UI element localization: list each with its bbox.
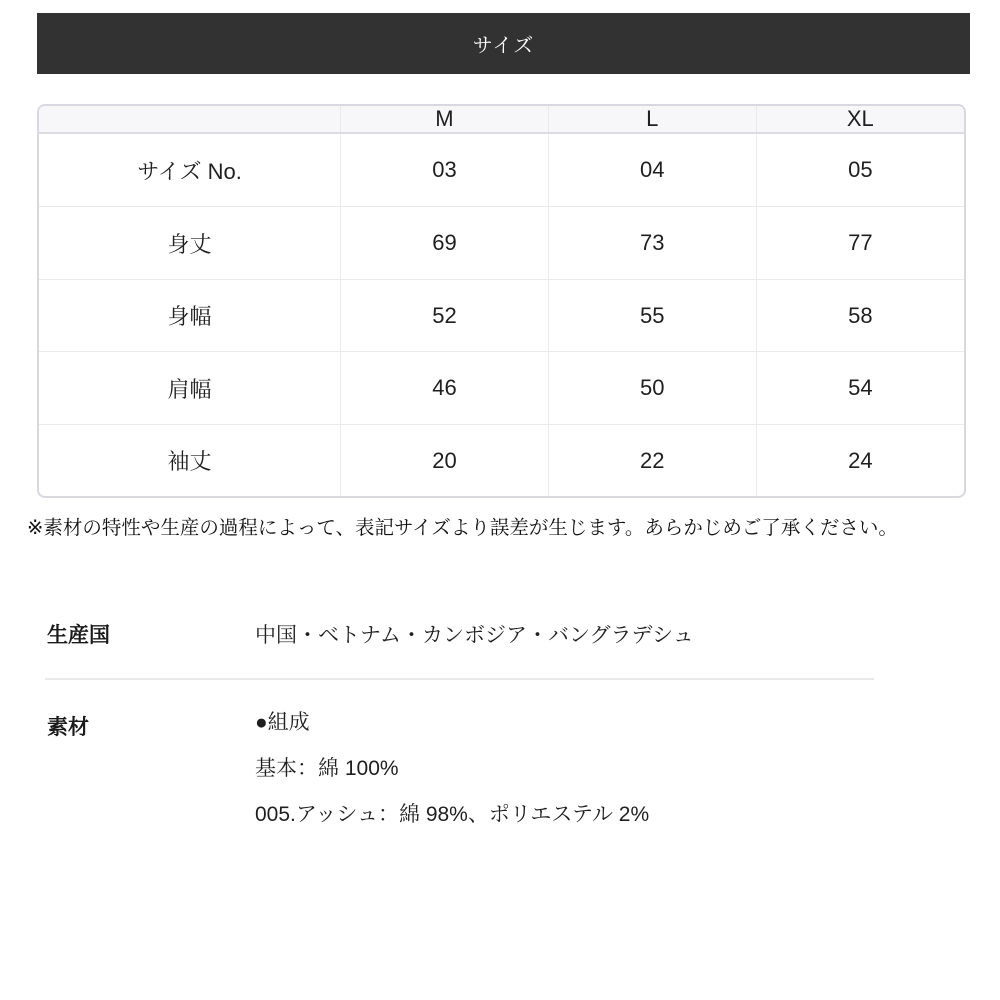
table-cell: 52 [341, 279, 549, 352]
row-label: 袖丈 [39, 425, 341, 496]
row-label: 身丈 [39, 207, 341, 280]
table-cell: 69 [341, 207, 549, 280]
size-table-corner-cell [39, 106, 341, 133]
table-cell: 46 [341, 352, 549, 425]
material-details [255, 700, 649, 838]
table-cell: 03 [341, 133, 549, 207]
size-section-title: サイズ [472, 35, 535, 57]
table-cell: 58 [756, 279, 964, 352]
country-of-origin-label: 生産国 [47, 624, 110, 647]
table-cell: 20 [341, 425, 549, 496]
row-label: 肩幅 [39, 352, 341, 425]
size-table-col-m: M [341, 106, 549, 133]
size-table-col-xl: XL [756, 106, 964, 133]
material-ash-composition: 005.アッシュ：綿 98%、ポリエステル 2% [255, 803, 650, 826]
table-cell: 24 [756, 425, 964, 496]
size-table-col-l: L [548, 106, 756, 133]
material-label: 素材 [47, 716, 89, 739]
section-divider [45, 678, 874, 680]
table-row-size-no [39, 133, 964, 207]
table-cell: 54 [756, 352, 964, 425]
size-table-header-row [39, 106, 964, 133]
row-label: 身幅 [39, 279, 341, 352]
table-cell: 50 [548, 352, 756, 425]
row-label: サイズ No. [39, 133, 341, 207]
table-cell: 73 [548, 207, 756, 280]
table-row-sleeve-length [39, 425, 964, 496]
material-composition-heading: ●組成 [255, 711, 310, 734]
table-row-body-length [39, 207, 964, 280]
table-cell: 22 [548, 425, 756, 496]
size-table-container [37, 104, 966, 498]
country-of-origin-value: 中国・ベトナム・カンボジア・バングラデシュ [255, 624, 694, 647]
size-disclaimer-note: ※素材の特性や生産の過程によって、表記サイズより誤差が生じます。あらかじめご了承ください。 [27, 517, 898, 539]
table-cell: 04 [548, 133, 756, 207]
size-section-header [37, 13, 970, 74]
table-cell: 05 [756, 133, 964, 207]
table-cell: 77 [756, 207, 964, 280]
table-cell: 55 [548, 279, 756, 352]
table-row-shoulder-width [39, 352, 964, 425]
table-row-body-width [39, 279, 964, 352]
size-table [39, 106, 964, 496]
material-basic-composition: 基本：綿 100% [255, 757, 399, 780]
